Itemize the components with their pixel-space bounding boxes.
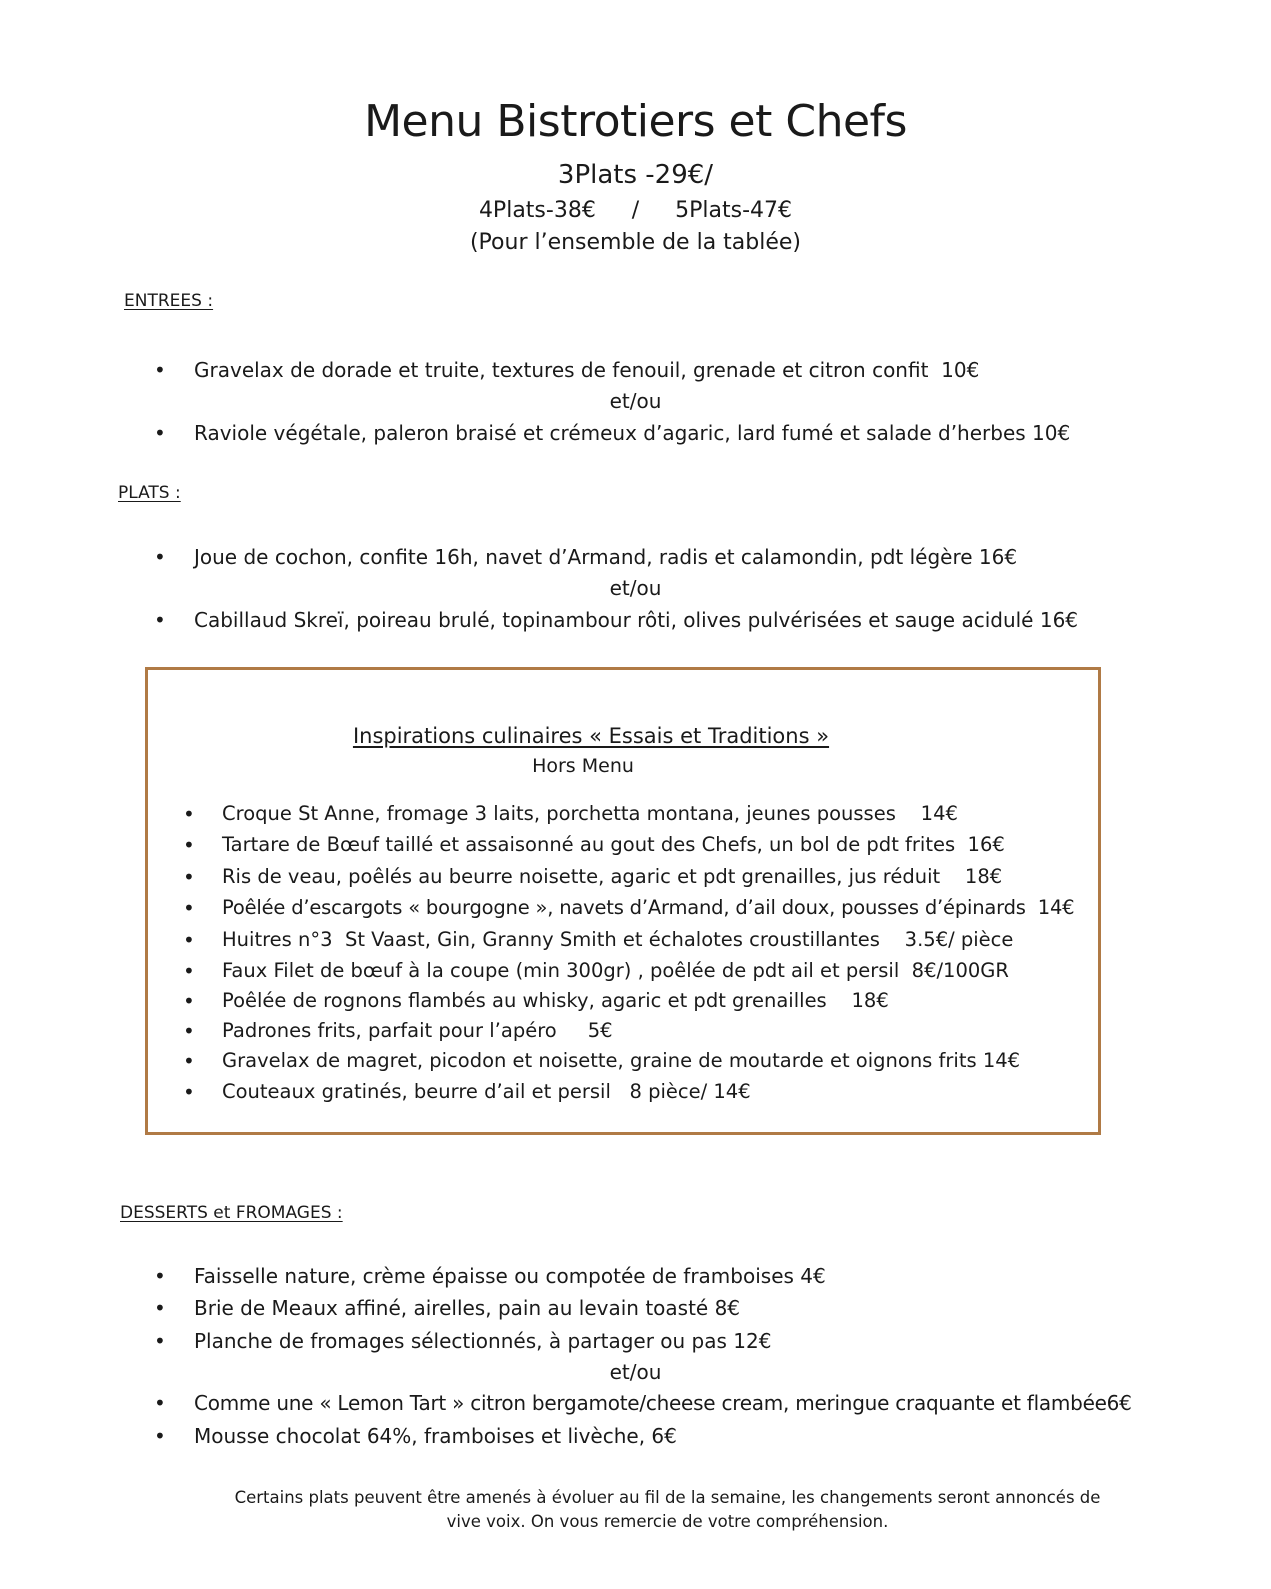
- dessert-item-2: Brie de Meaux affiné, airelles, pain au levain toasté 8€: [194, 1296, 741, 1320]
- inspiration-item-2: Tartare de Bœuf taillé et assaisonné au gout des Chefs, un bol de pdt frites 16€: [222, 833, 1005, 856]
- inspiration-item-7: Poêlée de rognons flambés au whisky, agaric et pdt grenailles 18€: [222, 989, 889, 1012]
- entree-item-1: Gravelax de dorade et truite, textures de fenouil, grenade et citron confit 10€: [194, 358, 980, 382]
- entree-item-2: Raviole végétale, paleron braisé et crémeux d’agaric, lard fumé et salade d’herbes 10€: [194, 421, 1071, 445]
- inspirations-subtitle: Hors Menu: [532, 755, 634, 777]
- bullet-icon: •: [183, 1049, 195, 1073]
- bullet-icon: •: [154, 1424, 166, 1448]
- bullet-icon: •: [183, 1080, 195, 1104]
- bullet-icon: •: [183, 833, 195, 857]
- inspiration-item-10: Couteaux gratinés, beurre d’ail et persil 8 pièce/ 14€: [222, 1080, 751, 1103]
- inspiration-item-9: Gravelax de magret, picodon et noisette, graine de moutarde et oignons frits 14€: [222, 1049, 1021, 1072]
- inspiration-item-6: Faux Filet de bœuf à la coupe (min 300gr) , poêlée de pdt ail et persil 8€/100GR: [222, 959, 1009, 982]
- bullet-icon: •: [183, 989, 195, 1013]
- menu-title: Menu Bistrotiers et Chefs: [364, 96, 907, 147]
- inspiration-item-3: Ris de veau, poêlés au beurre noisette, agaric et pdt grenailles, jus réduit 18€: [222, 865, 1003, 888]
- entrees-separator: et/ou: [609, 389, 662, 413]
- inspirations-title: Inspirations culinaires « Essais et Traditions »: [352, 724, 830, 748]
- dessert-item-3: Planche de fromages sélectionnés, à partager ou pas 12€: [194, 1329, 772, 1353]
- bullet-icon: •: [154, 421, 166, 445]
- bullet-icon: •: [154, 358, 166, 382]
- price-line-4-5-plats: 4Plats-38€ / 5Plats-47€: [478, 198, 793, 223]
- inspiration-item-5: Huitres n°3 St Vaast, Gin, Granny Smith et échalotes croustillantes 3.5€/ pièce: [222, 928, 1014, 951]
- bullet-icon: •: [183, 959, 195, 983]
- footer-note: [200, 1486, 1135, 1534]
- price-note: (Pour l’ensemble de la tablée): [469, 230, 802, 255]
- footer-line-1: Certains plats peuvent être amenés à évoluer au fil de la semaine, les changements seront annoncés de: [234, 1488, 1101, 1507]
- bullet-icon: •: [154, 1296, 166, 1320]
- price-line-3-plats: 3Plats -29€/: [557, 160, 714, 190]
- inspiration-item-1: Croque St Anne, fromage 3 laits, porchetta montana, jeunes pousses 14€: [222, 802, 958, 825]
- plat-item-2: Cabillaud Skreï, poireau brulé, topinambour rôti, olives pulvérisées et sauge acidulé 16€: [194, 608, 1079, 632]
- dessert-item-4: Comme une « Lemon Tart » citron bergamote/cheese cream, meringue craquante et flambée6€: [194, 1391, 1132, 1415]
- bullet-icon: •: [183, 802, 195, 826]
- entrees-heading: ENTREES :: [124, 291, 214, 311]
- desserts-heading: DESSERTS et FROMAGES :: [120, 1203, 343, 1223]
- desserts-separator: et/ou: [609, 1360, 662, 1384]
- bullet-icon: •: [183, 865, 195, 889]
- bullet-icon: •: [154, 1329, 166, 1353]
- bullet-icon: •: [154, 1264, 166, 1288]
- dessert-item-5: Mousse chocolat 64%, framboises et livèche, 6€: [194, 1424, 677, 1448]
- inspiration-item-8: Padrones frits, parfait pour l’apéro 5€: [222, 1019, 613, 1042]
- plats-heading: PLATS :: [118, 483, 181, 503]
- bullet-icon: •: [183, 1019, 195, 1043]
- dessert-item-1: Faisselle nature, crème épaisse ou compotée de framboises 4€: [194, 1264, 826, 1288]
- bullet-icon: •: [154, 608, 166, 632]
- plat-item-1: Joue de cochon, confite 16h, navet d’Armand, radis et calamondin, pdt légère 16€: [194, 545, 1018, 569]
- bullet-icon: •: [183, 896, 195, 920]
- bullet-icon: •: [154, 545, 166, 569]
- inspiration-item-4: Poêlée d’escargots « bourgogne », navets d’Armand, d’ail doux, pousses d’épinards 14€: [222, 896, 1075, 919]
- footer-line-2: vive voix. On vous remercie de votre compréhension.: [446, 1512, 889, 1531]
- plats-separator: et/ou: [609, 576, 662, 600]
- bullet-icon: •: [183, 928, 195, 952]
- bullet-icon: •: [154, 1391, 166, 1415]
